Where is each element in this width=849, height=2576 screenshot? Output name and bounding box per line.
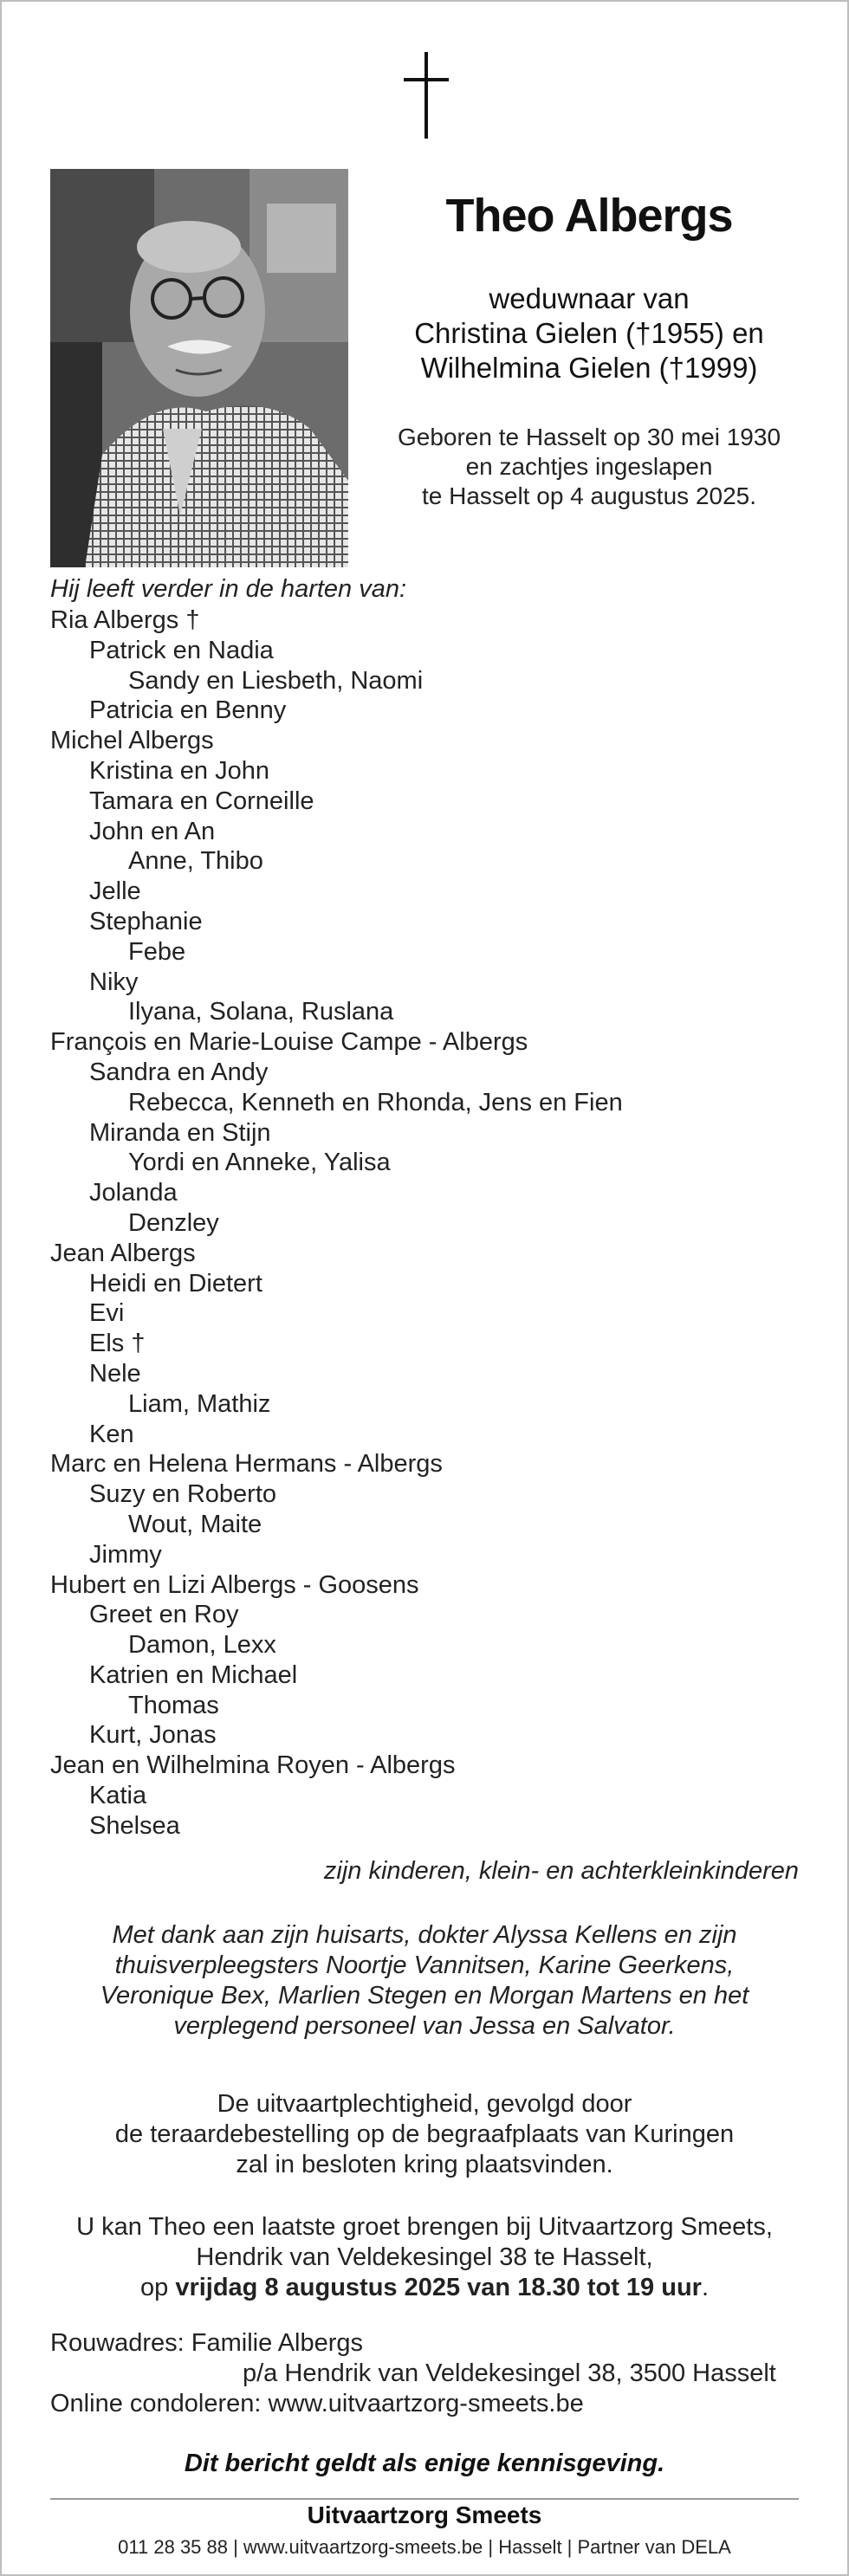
family-member: Katrien en Michael bbox=[89, 1660, 298, 1689]
family-member: Jean en Wilhelmina Royen - Albergs bbox=[50, 1751, 456, 1780]
visit-suffix: . bbox=[701, 2274, 710, 2301]
family-member: Els † bbox=[89, 1330, 146, 1358]
family-list bbox=[50, 605, 813, 1841]
visit-datetime: vrijdag 8 augustus 2025 van 18.30 tot 19 uur bbox=[175, 2274, 702, 2301]
family-member: Ilyana, Solana, Ruslana bbox=[128, 998, 394, 1026]
family-member: Kurt, Jonas bbox=[89, 1721, 217, 1750]
spouse-info bbox=[373, 282, 806, 385]
family-member: Wout, Maite bbox=[128, 1510, 262, 1538]
family-member: Febe bbox=[128, 937, 186, 966]
family-member: Denzley bbox=[128, 1208, 219, 1237]
funeral-line: De uitvaartplechtigheid, gevolgd door bbox=[217, 2090, 632, 2118]
notice-text: Dit bericht geldt als enige kennisgeving. bbox=[184, 2450, 665, 2477]
family-intro: Hij leeft verder in de harten van: bbox=[50, 575, 407, 603]
family-member: Kristina en John bbox=[89, 756, 269, 785]
online-condolence: Online condoleren: www.uitvaartzorg-smeets.be bbox=[50, 2390, 584, 2417]
family-member: Jelle bbox=[89, 877, 141, 906]
family-member: Sandy en Liesbeth, Naomi bbox=[128, 666, 424, 695]
family-member: Jean Albergs bbox=[50, 1239, 196, 1267]
family-member: Tamara en Corneille bbox=[89, 786, 314, 815]
family-member: John en An bbox=[89, 817, 216, 845]
family-member: Greet en Roy bbox=[89, 1601, 239, 1629]
spouse-line: Wilhelmina Gielen (†1999) bbox=[420, 352, 758, 384]
birth-death-line: Geboren te Hasselt op 30 mei 1930 bbox=[397, 424, 781, 450]
family-member: Sandra en Andy bbox=[89, 1058, 269, 1086]
family-member: Damon, Lexx bbox=[128, 1631, 276, 1660]
thanks-line: verplegend personeel van Jessa en Salvator. bbox=[173, 2012, 676, 2040]
family-member: Nele bbox=[89, 1359, 141, 1388]
family-member: Miranda en Stijn bbox=[89, 1118, 271, 1147]
thanks-line: Met dank aan zijn huisarts, dokter Alyssa Kellens en zijn bbox=[112, 1921, 737, 1949]
portrait-photo bbox=[50, 169, 348, 567]
footer-divider bbox=[50, 2498, 799, 2500]
family-member: Ria Albergs † bbox=[50, 606, 200, 634]
family-member: Thomas bbox=[128, 1691, 219, 1719]
family-member: Heidi en Dietert bbox=[89, 1269, 262, 1298]
family-member: Jolanda bbox=[89, 1179, 178, 1207]
thanks-line: thuisverpleegsters Noortje Vannitsen, Karine Geerkens, bbox=[114, 1951, 735, 1979]
deceased-name: Theo Albergs bbox=[445, 190, 733, 242]
visit-info bbox=[50, 2212, 799, 2303]
footer-company: Uitvaartzorg Smeets bbox=[307, 2502, 542, 2528]
mourning-address-label: Rouwadres: Familie Albergs bbox=[50, 2329, 364, 2357]
family-member: Rebecca, Kenneth en Rhonda, Jens en Fien bbox=[128, 1088, 623, 1116]
birth-death-info bbox=[355, 423, 823, 511]
family-member: Michel Albergs bbox=[50, 727, 214, 755]
family-member: Hubert en Lizi Albergs - Goosens bbox=[50, 1570, 419, 1599]
family-member: Jimmy bbox=[89, 1540, 162, 1569]
family-member: Katia bbox=[89, 1782, 147, 1810]
family-member: Patrick en Nadia bbox=[89, 636, 274, 664]
birth-death-line: en zachtjes ingeslapen bbox=[465, 453, 713, 480]
family-member: Anne, Thibo bbox=[128, 847, 263, 876]
family-closing: zijn kinderen, klein- en achterkleinkinderen bbox=[323, 1857, 799, 1885]
family-member: Yordi en Anneke, Yalisa bbox=[128, 1149, 391, 1177]
address-block bbox=[50, 2328, 799, 2419]
visit-prefix: op bbox=[139, 2274, 176, 2301]
visit-line bbox=[50, 2273, 799, 2303]
family-member: Liam, Mathiz bbox=[128, 1389, 271, 1418]
funeral-info bbox=[50, 2089, 799, 2180]
funeral-line: de teraardebestelling op de begraafplaats van Kuringen bbox=[114, 2120, 735, 2148]
spouse-line: Christina Gielen (†1955) en bbox=[414, 317, 764, 349]
visit-line: Hendrik van Veldekesingel 38 te Hasselt, bbox=[196, 2243, 653, 2271]
funeral-line: zal in besloten kring plaatsvinden. bbox=[236, 2151, 613, 2178]
family-member: Marc en Helena Hermans - Albergs bbox=[50, 1450, 443, 1479]
family-member: Ken bbox=[89, 1420, 134, 1448]
thanks-line: Veronique Bex, Marlien Stegen en Morgan Martens en het bbox=[100, 1982, 749, 2010]
mourning-address-street: p/a Hendrik van Veldekesingel 38, 3500 Hasselt bbox=[243, 2359, 776, 2387]
cross-icon bbox=[404, 52, 449, 139]
visit-line: U kan Theo een laatste groet brengen bij Uitvaartzorg Smeets, bbox=[76, 2213, 773, 2241]
family-member: François en Marie-Louise Campe - Albergs bbox=[50, 1028, 528, 1057]
family-member: Niky bbox=[89, 968, 139, 996]
family-member: Stephanie bbox=[89, 907, 203, 935]
family-member: Patricia en Benny bbox=[89, 696, 287, 725]
thanks-message bbox=[50, 1920, 799, 2042]
family-member: Suzy en Roberto bbox=[89, 1480, 277, 1509]
spouse-line: weduwnaar van bbox=[489, 282, 690, 314]
birth-death-line: te Hasselt op 4 augustus 2025. bbox=[421, 482, 757, 509]
family-member: Evi bbox=[89, 1299, 125, 1328]
footer-contact: 011 28 35 88 | www.uitvaartzorg-smeets.be | Hasselt | Partner van DELA bbox=[118, 2536, 731, 2558]
family-member: Shelsea bbox=[89, 1811, 180, 1840]
